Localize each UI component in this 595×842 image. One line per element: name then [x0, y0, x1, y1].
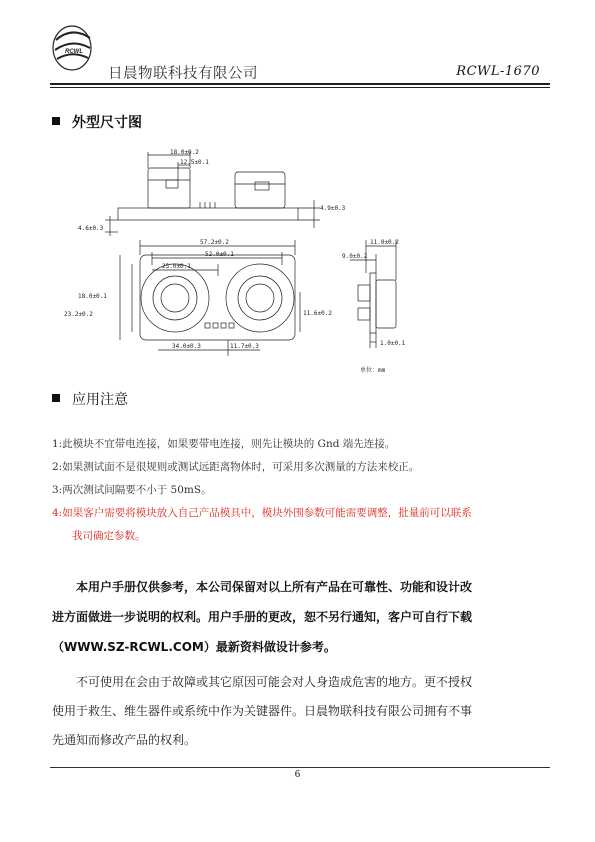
profile-transducer: [376, 280, 396, 328]
dim-front-bottom-left: 34.0±0.3: [172, 343, 201, 350]
dim-front-height: 23.2±0.2: [64, 311, 93, 318]
section-title: 外型尺寸图: [72, 115, 142, 131]
section-heading-dimensions: [52, 112, 142, 132]
profile-board: [370, 273, 376, 333]
dim-front-right-offset: 11.6±0.2: [303, 310, 332, 317]
dim-front-hole-span: 52.0±0.1: [205, 251, 234, 258]
dim-front-bottom-right: 11.7±0.3: [230, 343, 259, 350]
header-rule-thin: [50, 87, 550, 88]
disclaimer-paragraph: [52, 572, 552, 662]
footer-rule: [50, 767, 550, 768]
drawing-unit-label: 单位：mm: [360, 367, 386, 374]
company-name: 日晨物联科技有限公司: [108, 66, 258, 82]
application-notes: [52, 433, 552, 548]
logo-lettering: RCWL: [65, 49, 83, 55]
note-number: 3:: [52, 484, 63, 496]
note-text: 如果客户需要将模块放入自己产品模具中，模块外围参数可能需要调整，批量前可以联系: [62, 507, 472, 519]
section-heading-notes: [52, 389, 128, 409]
disclaimer-line: （WWW.SZ-RCWL.COM）最新资料做设计参考。: [52, 640, 336, 654]
dim-top-inner-width: 12.5±0.1: [180, 159, 209, 166]
note-number: 2:: [52, 461, 63, 473]
note-item: [52, 479, 552, 502]
front-view-transducer-right: [226, 264, 294, 332]
warning-line: 先通知而修改产品的权利。: [52, 733, 197, 747]
dimension-drawing: [64, 140, 510, 380]
dim-front-total-width: 57.2±0.2: [200, 239, 229, 246]
dim-profile-offset: 9.0±0.2: [342, 253, 368, 260]
dim-front-half-span: 25.0±0.1: [162, 263, 191, 270]
warning-line: 不可使用在会由于故障或其它原因可能会对人身造成危害的地方。更不授权: [76, 675, 473, 689]
square-bullet-icon: [52, 394, 60, 402]
dim-profile-board-thickness: 1.0±0.1: [380, 340, 406, 347]
header-rule: [50, 83, 550, 85]
section-title: 应用注意: [72, 392, 128, 408]
note-item: [52, 456, 552, 479]
note-text: 此模块不宜带电连接，如果要带电连接，则先让模块的 Gnd 端先连接。: [62, 438, 396, 450]
note-text: 两次测试间隔要不小于 50mS。: [62, 484, 212, 496]
note-text-continued: 我司确定参数。: [72, 530, 146, 542]
warning-line: 使用于救生、维生器件或系统中作为关键器件。日晨物联科技有限公司拥有不事: [52, 704, 473, 718]
note-text: 如果测试面不是很规则或测试远距离物体时，可采用多次测量的方法来校正。: [62, 461, 420, 473]
dim-left-height: 4.6±0.3: [78, 225, 104, 232]
note-item-highlighted: [52, 502, 552, 548]
note-number: 4:: [52, 507, 63, 519]
square-bullet-icon: [52, 117, 60, 125]
side-view-board: [118, 208, 298, 220]
company-logo: [50, 16, 98, 78]
dim-profile-width: 11.0±0.2: [370, 239, 399, 246]
note-number: 1:: [52, 438, 63, 450]
disclaimer-line: 进方面做进一步说明的权利。用户手册的更改，恕不另行通知，客户可自行下载: [52, 610, 473, 624]
dim-top-width: 18.0±0.2: [170, 149, 199, 156]
dim-front-transducer-diameter: 18.0±0.1: [78, 293, 107, 300]
dim-right-height: 4.9±0.3: [320, 205, 346, 212]
note-item: [52, 433, 552, 456]
page-number: 6: [294, 770, 301, 780]
front-view-transducer-left: [141, 264, 209, 332]
disclaimer-line: 本用户手册仅供参考，本公司保留对以上所有产品在可靠性、功能和设计改: [76, 580, 473, 594]
page-header: [50, 12, 550, 90]
model-number: RCWL-1670: [456, 64, 540, 79]
warning-paragraph: [52, 668, 552, 755]
